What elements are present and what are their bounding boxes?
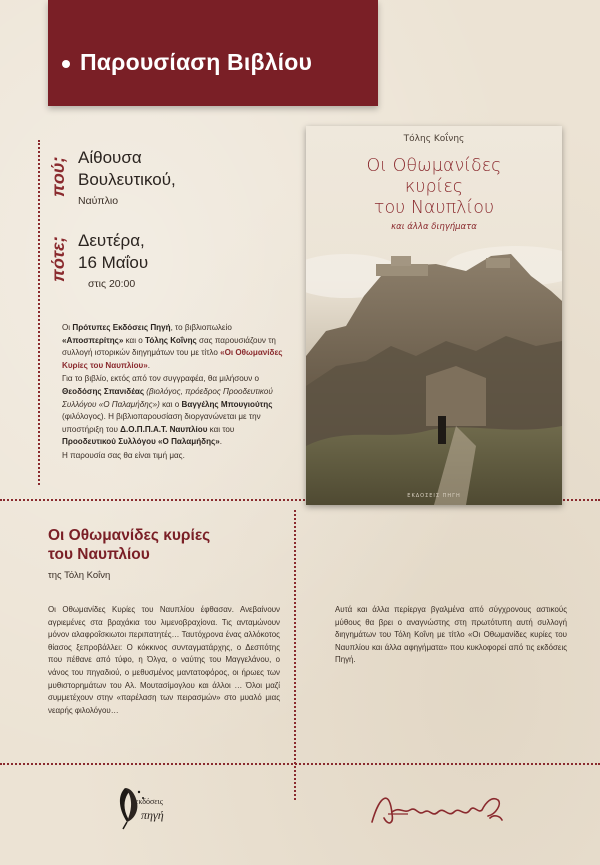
intro-author: Τόλης Κοΐνης [145,335,197,345]
venue-city: Ναύπλιο [78,195,119,207]
intro-text-part: Για το βιβλίο, εκτός από τον συγγραφέα, θα μιλήσουν ο [62,374,260,384]
date-date: 16 Μαΐου [78,253,149,272]
intro-text-part: . [147,360,150,370]
logo-pigi-line1: εκδόσεις [135,797,163,806]
logo-apospertis [368,784,508,832]
cover-subtitle: και άλλα διηγήματα [391,222,477,232]
intro-book-title: «Οι Οθωμανίδες Κυρίες του Ναυπλίου» [62,348,283,370]
date-day: Δευτέρα, [78,231,145,250]
intro-text-part: Οι [62,323,73,332]
cover-title-line2: κυρίες [404,177,464,197]
cover-title-line3: του Ναυπλίου [373,198,495,218]
intro-text-part: , το βιβλιοπωλείο [170,323,232,332]
page-title: Παρουσίαση Βιβλίου [80,48,313,75]
book-title-line1: Οι Οθωμανίδες κυρίες [48,527,211,544]
intro-text-part: . [219,437,222,447]
header-banner [48,0,378,106]
intro-text-part: σας παρουσιάζουν τη συλλογή ιστορικών διηγημάτων του με τίτλο [62,335,276,358]
intro-text-part: και ο [123,335,146,345]
intro-org1: Δ.Ο.Π.Π.Α.Τ. Ναυπλίου [120,424,208,434]
intro-closing: Η παρουσία σας θα είναι τιμή μας. [62,450,185,460]
divider-horizontal-bottom [0,763,600,765]
apospertis-signature-icon [368,784,508,832]
intro-speaker2: Βαγγέλης Μπουγιούτης [181,399,273,409]
venue-line1: Αίθουσα [78,148,142,167]
cover-publisher: ΕΚΔΟΣΕΙΣ ΠΗΓΗ [407,493,461,499]
description-left: Οι Οθωμανίδες Κυρίες του Ναυπλίου έφθασαν. Ανεβαίνουν αγριεμένες στα βραχάκια του λιμενοβραχίονα. Τις ανταμώνουν μόνον αλαφροΐσκιωτοι περιπατητές… Ταυτόχρονα ένας αλλόκοτος θίασος ξεπροβάλλει: Ο κόκκινος συνταγματάρχης, ο Δεσπότης που πέθανε από τύφο, η Όλγα, ο ναύτης του Μαγγελάνου, ο νάνος του πηγαδιού, ο μεθυσμένος μαντατοφόρος, οι ήρωες των μυθιστορημάτων του Αλ. Μουτασίμογλου και άλλοι … Όλοι μαζί συμμετέχουν στην «παρέλαση των πειρασμών» στο μυαλό μιας νεαρής φιλολόγου… [48,605,280,715]
description-right: Αυτά και άλλα περίεργα βγαλμένα από σύγχρονους αστικούς μύθους θα βρει ο αναγνώστης στη πρωτότυπη αυτή συλλογή διηγημάτων του Τόλη Κοΐνη με τίτλο «Οι Οθωμανίδες κυρίες του Ναυπλίου και άλλα αφηγήματα» που κυκλοφορεί από τις εκδόσεις Πηγή. [335,605,567,665]
intro-text-part: (φιλόλογος). Η βιβλιοπαρουσίαση διοργανώνεται με την υποστήριξη του [62,412,261,434]
divider-vertical-left [38,140,40,485]
venue-line2: Βουλευτικού, [78,170,176,189]
date-time: στις 20:00 [88,278,136,290]
book-cover [306,126,562,505]
date-block [78,230,148,290]
cover-title-line1: Οι Οθωμανίδες [366,156,502,176]
intro-speaker1-role: (βιολόγος, πρόεδρος Προοδευτικού Συλλόγου «Ο Παλαμήδης») [62,386,273,409]
divider-vertical-mid [294,510,296,800]
logo-pigi-line2: πηγή [141,808,164,822]
intro-text-part: και ο [159,399,182,409]
book-title [48,526,210,564]
intro-bookstore: «Αποσπερίτης» [62,335,124,345]
intro-org2: Προοδευτικού Συλλόγου «Ο Παλαμήδης» [62,437,220,447]
bullet-icon [62,60,70,68]
book-author: της Τόλη Κοΐνη [48,570,111,581]
intro-text [62,322,284,464]
cover-title [306,156,562,219]
intro-publisher: Πρότυπες Εκδόσεις Πηγή [72,323,171,332]
cover-author: Τόλης Κοΐνης [403,134,465,144]
book-title-line2: του Ναυπλίου [48,546,150,563]
when-label: πότε; [48,236,68,282]
venue-block [78,147,176,207]
where-label: πού; [48,156,68,197]
logo-ekdoseis-pigi [113,782,193,830]
intro-speaker1: Θεοδόσης Σπανιδέας [62,386,145,396]
intro-text-part: και του [207,424,235,434]
